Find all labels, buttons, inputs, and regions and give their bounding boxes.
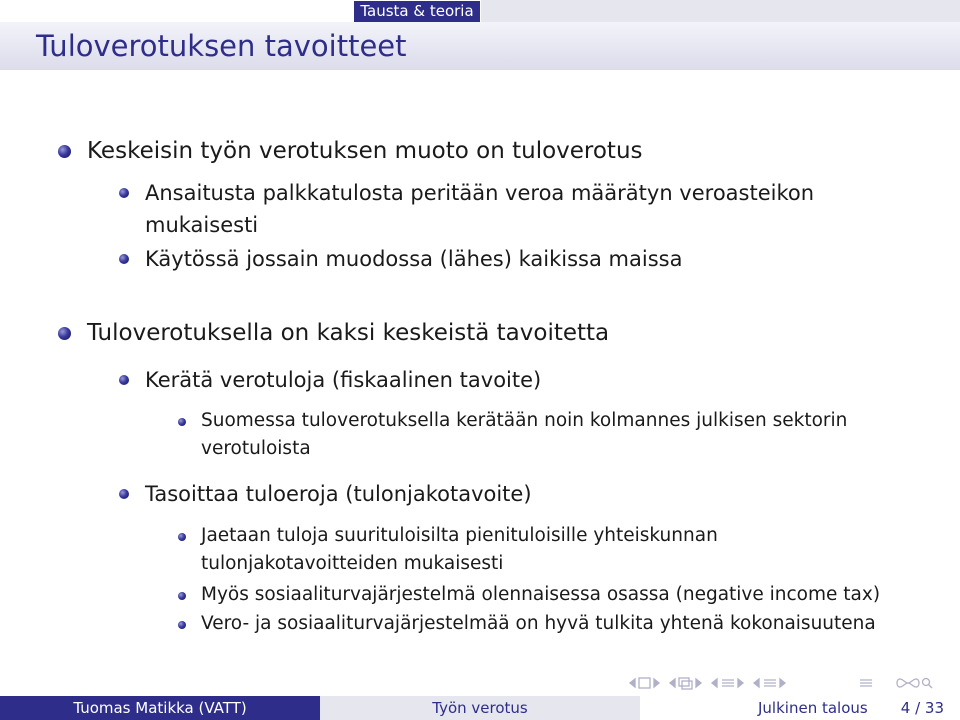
bullet-ball-icon xyxy=(178,533,186,541)
next-section-icon[interactable] xyxy=(780,679,785,687)
section-tab[interactable]: Tausta & teoria xyxy=(354,1,480,22)
bullet-level2: Kerätä verotuloja (fiskaalinen tavoite) xyxy=(145,368,542,392)
slide-title: Tuloverotuksen tavoitteet xyxy=(36,29,407,63)
bullet-level3: Jaetaan tuloja suurituloisilta pienituloisille yhteiskunnan xyxy=(201,525,718,546)
bullet-level3: Vero- ja sosiaaliturvajärjestelmää on hyvä tulkita yhtenä kokonaisuutena xyxy=(201,613,876,634)
bullet-ball-icon xyxy=(178,418,186,426)
bullet-ball-icon xyxy=(119,254,129,264)
prev-slide-icon[interactable] xyxy=(630,679,635,687)
bullet-level1: Tuloverotuksella on kaksi keskeistä tavoitetta xyxy=(87,320,610,346)
frame-icon xyxy=(679,678,692,689)
navigation-symbols xyxy=(628,675,948,691)
footer-bar xyxy=(0,696,960,720)
section-navigation-bar xyxy=(0,0,960,22)
prev-frame-icon[interactable] xyxy=(670,679,675,687)
footer-author: Tuomas Matikka (VATT) xyxy=(0,696,320,720)
footer-right xyxy=(640,696,960,720)
next-frame-icon[interactable] xyxy=(696,679,701,687)
bullet-level3-continued: tulonjakotavoitteiden mukaisesti xyxy=(201,553,504,574)
bullet-ball-icon xyxy=(119,489,129,499)
footer-title: Työn verotus xyxy=(320,696,640,720)
frame-title-bar xyxy=(0,22,960,70)
bullet-ball-icon xyxy=(119,375,129,385)
bullet-level2-continued: mukaisesti xyxy=(145,213,259,237)
bullet-level2: Tasoittaa tuloeroja (tulonjakotavoite) xyxy=(145,482,532,506)
search-icon[interactable] xyxy=(897,679,932,689)
bullet-level3: Suomessa tuloverotuksella kerätään noin kolmannes julkisen sektorin xyxy=(201,410,848,431)
bullet-level2: Ansaitusta palkkatulosta peritään veroa määrätyn veroasteikon xyxy=(145,181,815,205)
next-subsection-icon[interactable] xyxy=(738,679,743,687)
bullet-ball-icon xyxy=(178,592,186,600)
slide-icon xyxy=(639,678,650,688)
next-slide-icon[interactable] xyxy=(654,679,659,687)
bullet-level3: Myös sosiaaliturvajärjestelmä olennaisessa osassa (negative income tax) xyxy=(201,584,881,605)
section-icon xyxy=(764,680,776,686)
bullet-ball-icon xyxy=(58,327,71,340)
bullet-level2: Käytössä jossain muodossa (lähes) kaikissa maissa xyxy=(145,247,683,271)
bullet-ball-icon xyxy=(178,621,186,629)
footer-institute: Julkinen talous xyxy=(758,699,868,717)
bullet-ball-icon xyxy=(119,188,129,198)
subsection-icon xyxy=(722,680,734,686)
bullet-ball-icon xyxy=(58,145,71,158)
section-bar-background xyxy=(481,0,960,22)
page-number: 4 / 33 xyxy=(900,699,944,717)
align-icon[interactable] xyxy=(860,680,872,686)
prev-section-icon[interactable] xyxy=(754,679,759,687)
prev-subsection-icon[interactable] xyxy=(712,679,717,687)
bullet-level3-continued: verotuloista xyxy=(201,438,311,459)
bullet-level1: Keskeisin työn verotuksen muoto on tuloverotus xyxy=(87,138,643,164)
